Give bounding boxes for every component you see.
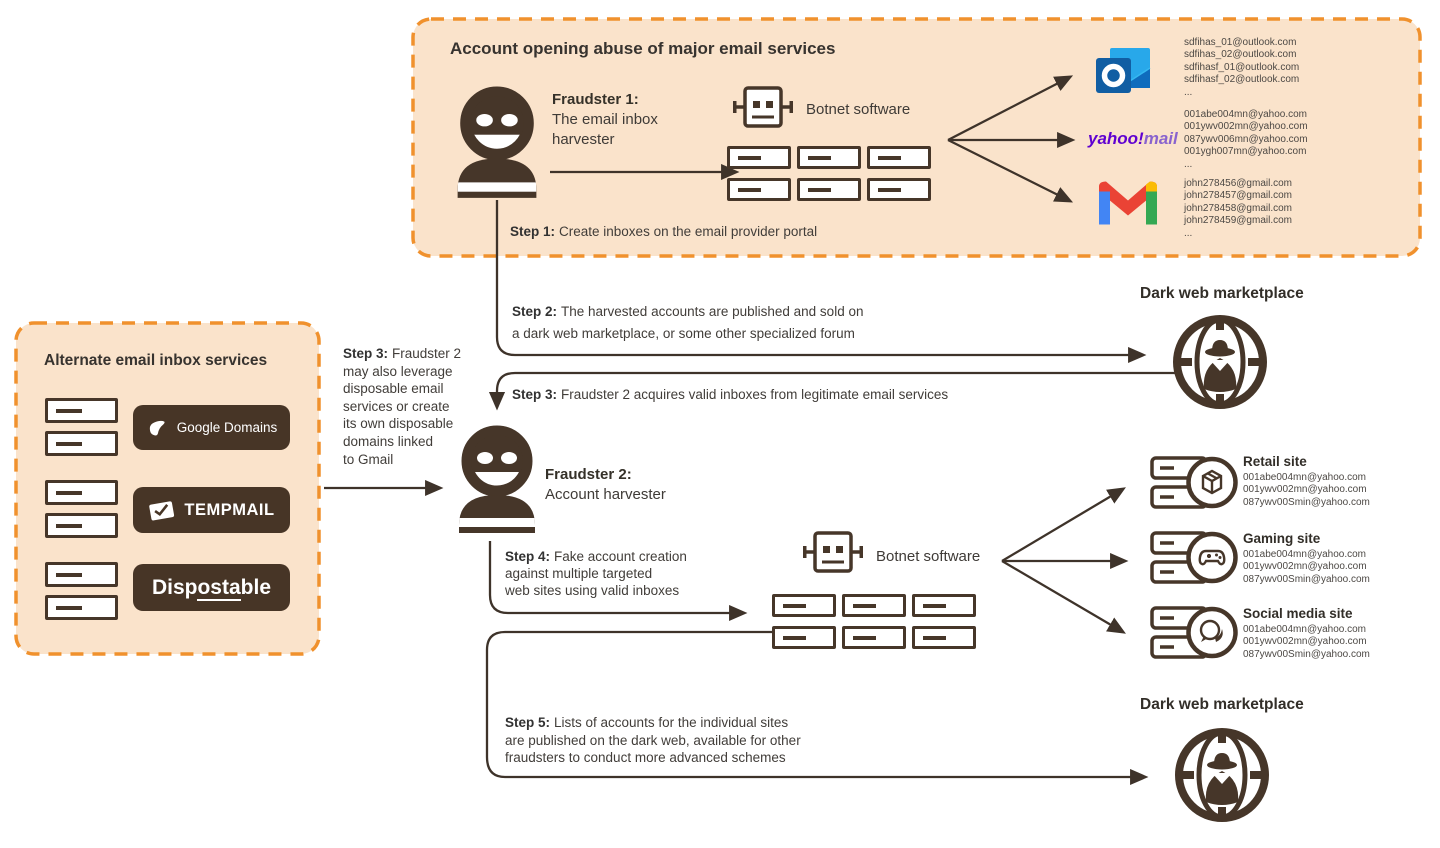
inbox-icon (842, 594, 906, 617)
gaming-site-label: Gaming site (1243, 531, 1321, 546)
tempmail-label: TEMPMAIL (184, 500, 275, 519)
step3-right-label: Step 3: (512, 387, 558, 402)
social-media-site-emails (1243, 624, 1370, 661)
social-media-site-label: Social media site (1243, 606, 1353, 621)
email-line: 087ywv00Smin@yahoo.com (1243, 573, 1370, 585)
darkweb-top-title: Dark web marketplace (1140, 285, 1304, 302)
email-line: 001abe004mn@yahoo.com (1243, 472, 1367, 483)
fraudster1-desc-line1: The email inbox (552, 111, 658, 128)
dispostable-label: Dispostable (151, 575, 272, 599)
email-line: 001ygh007mn@yahoo.com (1184, 146, 1307, 158)
fraudster2-desc: Account harvester (545, 486, 666, 503)
email-line: sdfihas_01@outlook.com (1184, 37, 1297, 48)
inbox-icon (45, 431, 118, 456)
email-line: 001abe004mn@yahoo.com (1184, 109, 1308, 120)
step3-right-text: Step 3: Fraudster 2 acquires valid inboxes from legitimate email services (512, 387, 949, 402)
inbox-icon (797, 146, 861, 169)
inbox-icon (867, 178, 931, 201)
step1-text: Step 1: Create inboxes on the email provider portal (510, 224, 818, 239)
inbox-icon (842, 626, 906, 649)
fraudster1-label (552, 90, 658, 150)
social-media-site-icon (1150, 604, 1240, 661)
google-domains-icon (146, 418, 168, 438)
inbox-icon (867, 146, 931, 169)
email-line: john278457@gmail.com (1184, 190, 1292, 202)
dark-web-globe-icon (1166, 723, 1278, 828)
step2-text: Step 2: The harvested accounts are published and sold on a dark web marketplace, or some other specialized forum (512, 304, 864, 341)
email-line: john278458@gmail.com (1184, 202, 1292, 214)
inbox-icon (45, 562, 118, 587)
inbox-icon (772, 594, 836, 617)
email-line: sdfihas_02@outlook.com (1184, 49, 1297, 61)
gaming-site-icon (1150, 529, 1240, 586)
tempmail-envelope-icon (148, 499, 175, 522)
yahoo-mail-wordmark: yahoo!mail (1088, 129, 1178, 148)
google-domains-label: Google Domains (176, 420, 278, 435)
email-line-more: ... (1184, 227, 1193, 239)
inbox-icon (727, 178, 791, 201)
inbox-icon (797, 178, 861, 201)
email-line: 001ywv002mn@yahoo.com (1184, 121, 1308, 133)
step2-label: Step 2: (512, 304, 558, 319)
inbox-icon (45, 480, 118, 505)
email-line: 087ywv00Smin@yahoo.com (1243, 648, 1370, 660)
email-line: 001abe004mn@yahoo.com (1243, 549, 1367, 560)
email-line: sdfihasf_02@outlook.com (1184, 74, 1300, 86)
dispostable-badge (133, 564, 290, 611)
inbox-icon (912, 626, 976, 649)
email-line: john278456@gmail.com (1184, 178, 1292, 189)
botnet-robot-icon (733, 86, 793, 138)
email-line-more: ... (1184, 158, 1193, 170)
inbox-icon (45, 595, 118, 620)
step4-text: Step 4: Fake account creation against multiple targeted web sites using valid inboxes (505, 549, 687, 598)
step5-label: Step 5: (505, 715, 551, 730)
fraudster1-desc-line2: harvester (552, 131, 615, 148)
botnet-label-bottom: Botnet software (876, 548, 981, 565)
fraudster1-name: Fraudster 1: (552, 91, 639, 108)
outlook-email-list (1184, 37, 1299, 99)
email-line: 087ywv006mn@yahoo.com (1184, 133, 1308, 145)
gmail-icon (1099, 178, 1157, 225)
inbox-icon (45, 513, 118, 538)
dark-web-globe-icon (1164, 310, 1276, 415)
fraudster2-name: Fraudster 2: (545, 466, 632, 483)
email-line: 001ywv002mn@yahoo.com (1243, 484, 1367, 496)
gaming-site-emails (1243, 549, 1370, 586)
yahoo-email-list (1184, 109, 1308, 171)
email-line-more: ... (1184, 86, 1193, 98)
darkweb-bottom-title: Dark web marketplace (1140, 696, 1304, 713)
email-line: 001abe004mn@yahoo.com (1243, 624, 1367, 635)
gmail-email-list (1184, 178, 1292, 240)
inbox-icon (772, 626, 836, 649)
fraudster2-label (545, 465, 666, 505)
left-box-title: Alternate email inbox services (44, 352, 268, 369)
email-line: 001ywv002mn@yahoo.com (1243, 636, 1367, 648)
step3-left-text: Step 3: Fraudster 2 may also leverage disposable email services or create its own disposable domains linked to Gmail (343, 346, 462, 467)
outlook-icon (1094, 44, 1154, 106)
fraudster1-icon (447, 86, 547, 200)
step5-text: Step 5: Lists of accounts for the individual sites are published on the dark web, available for other fraudsters to conduct more advanced schemes (505, 715, 801, 765)
inbox-icon (912, 594, 976, 617)
botnet-label-top: Botnet software (806, 101, 911, 118)
email-line: sdfihasf_01@outlook.com (1184, 61, 1300, 73)
fraudster2-icon (452, 424, 542, 536)
email-line: 087ywv00Smin@yahoo.com (1243, 496, 1370, 508)
google-domains-badge (133, 405, 290, 450)
retail-site-icon (1150, 454, 1240, 511)
inbox-icon (45, 398, 118, 423)
tempmail-badge (133, 487, 290, 533)
step1-label: Step 1: (510, 224, 556, 239)
email-line: 001ywv002mn@yahoo.com (1243, 561, 1367, 573)
retail-site-emails (1243, 472, 1370, 509)
step3-left-label: Step 3: (343, 346, 389, 361)
email-line: john278459@gmail.com (1184, 215, 1292, 227)
top-box-title: Account opening abuse of major email services (450, 39, 836, 58)
inbox-icon (727, 146, 791, 169)
step4-label: Step 4: (505, 549, 551, 564)
botnet-robot-icon (803, 531, 863, 583)
retail-site-label: Retail site (1243, 454, 1307, 469)
